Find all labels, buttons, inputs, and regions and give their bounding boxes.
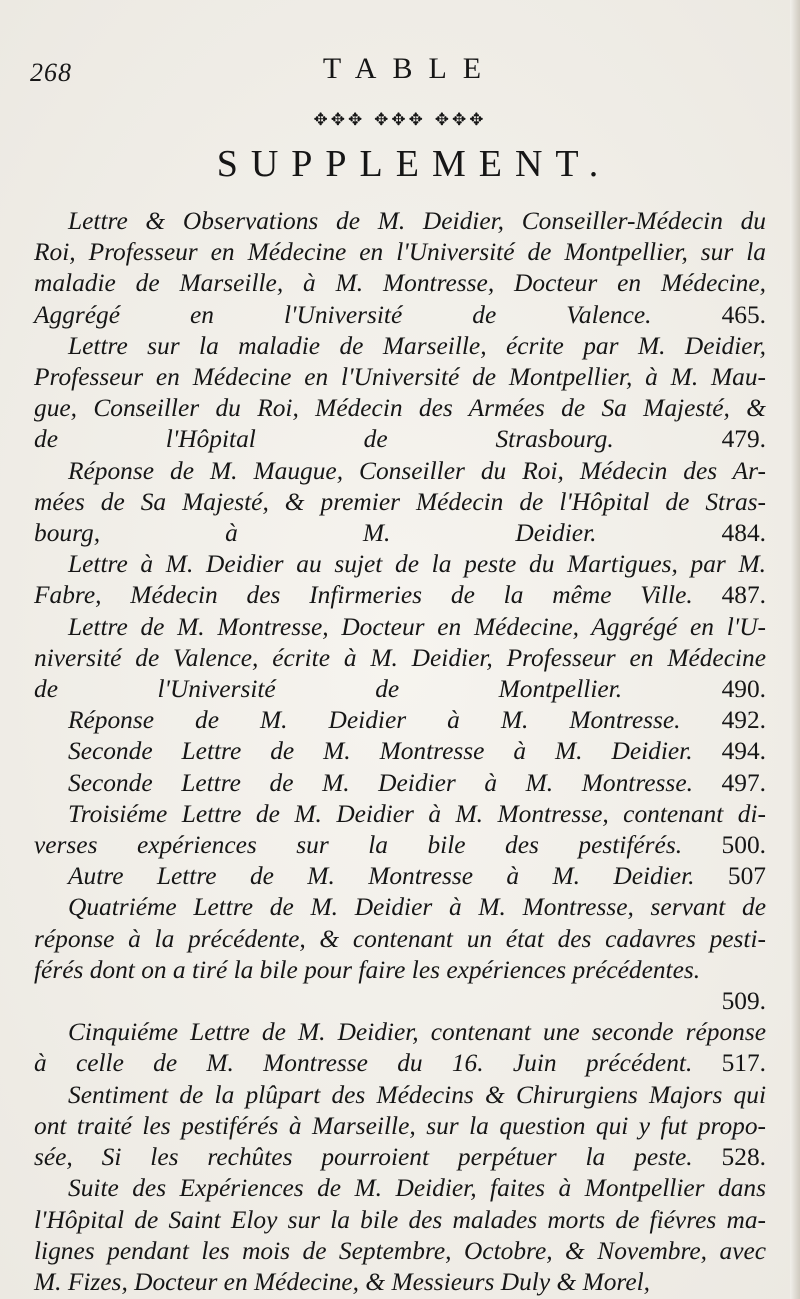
toc-entry-line: [34, 487, 766, 518]
toc-entry: [34, 1080, 766, 1174]
toc-entry-text: de l'Hôpital de Strasbourg.: [34, 425, 614, 454]
toc-entry-text: lignes pendant les mois de Septembre, Octobre, & Novembre, avec: [34, 1236, 766, 1265]
toc-entry-text: M. Fizes, Docteur en Médecine, & Messieurs Duly & Morel,: [34, 1267, 651, 1296]
toc-page-number: 492.: [721, 706, 766, 735]
toc-entry: [34, 799, 766, 861]
toc-page-number: 497.: [721, 768, 766, 797]
toc-entry-text: Lettre de M. Montresse, Docteur en Médecine, Aggrégé en l'U-: [68, 612, 766, 641]
toc-entry-text: Professeur en Médecine en l'Université de Montpellier, à M. Mau-: [34, 363, 766, 392]
toc-entry-line: [34, 206, 766, 237]
toc-entry-text: Lettre à M. Deidier au sujet de la peste du Martigues, par M.: [68, 550, 766, 579]
toc-entry-line: [34, 580, 766, 611]
toc-entry-line: [34, 1048, 766, 1079]
toc-entry-text: Cinquiéme Lettre de M. Deidier, contenant une seconde réponse: [68, 1018, 766, 1047]
toc-entry-text: à celle de M. Montresse du 16. Juin précédent.: [34, 1049, 693, 1078]
toc-entry-line: [34, 1017, 766, 1048]
toc-entry-line: [34, 861, 766, 892]
toc-entry-text: Sentiment de la plûpart des Médecins & Chirurgiens Majors qui: [68, 1080, 766, 1109]
toc-entry-text: de l'Université de Montpellier.: [34, 675, 623, 704]
toc-entry-text: Troisiéme Lettre de M. Deidier à M. Montresse, contenant di-: [68, 799, 766, 828]
toc-entry-text: Seconde Lettre de M. Deidier à M. Montresse.: [68, 768, 693, 797]
running-head: TABLE: [322, 52, 498, 85]
toc-entry-text: Lettre sur la maladie de Marseille, écrite par M. Deidier,: [68, 331, 766, 360]
toc-entry-text: bourg, à M. Deidier.: [34, 519, 597, 548]
toc-page-number: 479.: [721, 425, 766, 454]
toc-entry-line: [34, 768, 766, 799]
toc-entry-line: [34, 424, 766, 455]
toc-entry: [34, 768, 766, 799]
toc-page-number: 509.: [721, 987, 766, 1016]
toc-entry-text: gue, Conseiller du Roi, Médecin des Armées de Sa Majesté, &: [34, 394, 766, 423]
toc-entry: [34, 456, 766, 550]
toc-entry-text: verses expériences sur la bile des pestiférés.: [34, 831, 683, 860]
toc-entry-line: [34, 955, 766, 986]
toc-page-number: 487.: [721, 581, 766, 610]
toc-entry-line: [34, 1173, 766, 1204]
toc-page-number: 528.: [721, 1143, 766, 1172]
toc-page-number: 494.: [721, 737, 766, 766]
toc-entry-text: férés dont on a tiré la bile pour faire les expériences précédentes.: [34, 955, 701, 984]
toc-entry: [34, 1017, 766, 1079]
toc-entry-line: [34, 1111, 766, 1142]
toc-entry-text: Autre Lettre de M. Montresse à M. Deidier.: [68, 862, 695, 891]
toc-entry-line: [34, 237, 766, 268]
toc-entry-line: [34, 456, 766, 487]
page-number: 268: [30, 58, 72, 87]
ornament-divider: ✥✥✥ ✥✥✥ ✥✥✥: [313, 110, 487, 130]
toc-entry-text: Aggrégé en l'Université de Valence.: [34, 300, 652, 329]
toc-entry: [34, 612, 766, 706]
toc-entry-line: [34, 393, 766, 424]
toc-entry-line: [34, 799, 766, 830]
toc-entry-text: réponse à la précédente, & contenant un état des cadavres pesti-: [34, 924, 766, 953]
toc-entry-line: [34, 331, 766, 362]
toc-page-number: 500.: [721, 831, 766, 860]
toc-entry-text: Lettre & Observations de M. Deidier, Conseiller-Médecin du: [68, 207, 766, 235]
toc-entry-text: niversité de Valence, écrite à M. Deidier, Professeur en Médecine: [34, 643, 766, 672]
toc-entry-text: Réponse de M. Maugue, Conseiller du Roi, Médecin des Ar-: [68, 456, 766, 485]
toc-entry-line: [34, 1205, 766, 1236]
toc-entry-line: [34, 268, 766, 299]
toc-entry-line: [34, 736, 766, 767]
page-edge-shadow: [790, 0, 800, 1299]
toc-page-number: 484.: [721, 519, 766, 548]
toc-page-number: 490.: [721, 675, 766, 704]
toc-entry-line: [34, 362, 766, 393]
toc-entry: [34, 206, 766, 331]
toc-entry-line: [34, 705, 766, 736]
toc-entry-line: [34, 518, 766, 549]
toc-entry-line: [34, 643, 766, 674]
toc-entry-line: [34, 892, 766, 923]
toc-entry-text: mées de Sa Majesté, & premier Médecin de l'Hôpital de Stras-: [34, 487, 766, 516]
toc-entry: [34, 1173, 766, 1298]
toc-entry-text: sée, Si les rechûtes pourroient perpétuer la peste.: [34, 1143, 693, 1172]
toc-entry-line: [34, 549, 766, 580]
toc-entry-line: [34, 924, 766, 955]
toc-entry: [34, 549, 766, 611]
toc-entry-text: Suite des Expériences de M. Deidier, faites à Montpellier dans: [68, 1174, 766, 1203]
toc-page-number: 517.: [721, 1049, 766, 1078]
toc-entry: [34, 892, 766, 1017]
toc-entry: [34, 705, 766, 736]
toc-page-number: 507: [727, 862, 766, 891]
toc-entry-line: [34, 300, 766, 331]
toc-entry-text: Quatriéme Lettre de M. Deidier à M. Montresse, servant de: [68, 893, 766, 922]
toc-entry-line: [34, 830, 766, 861]
toc-entry-text: Réponse de M. Deidier à M. Montresse.: [68, 706, 681, 735]
toc-entry: [34, 331, 766, 456]
toc-entry: [34, 861, 766, 892]
toc-entry-text: l'Hôpital de Saint Eloy sur la bile des malades morts de fiévres ma-: [34, 1205, 766, 1234]
toc-page-number: 465.: [721, 300, 766, 329]
toc-entry-line: [34, 1236, 766, 1267]
toc-entry: [34, 736, 766, 767]
toc-entry-text: Roi, Professeur en Médecine en l'Université de Montpellier, sur la: [34, 238, 766, 267]
toc-entry-line: [34, 1142, 766, 1173]
toc-entry-line: [34, 1080, 766, 1111]
toc-entry-text: ont traité les pestiférés à Marseille, sur la question qui y fut propo-: [34, 1111, 766, 1140]
toc-entry-text: Fabre, Médecin des Infirmeries de la même Ville.: [34, 581, 693, 610]
toc-entry-line: [34, 1267, 766, 1298]
section-title: SUPPLEMENT.: [216, 143, 612, 185]
toc-entry-text: maladie de Marseille, à M. Montresse, Docteur en Médecine,: [34, 269, 766, 298]
toc-entry-line: [34, 674, 766, 705]
table-of-contents: [34, 206, 766, 1298]
toc-entry-text: Seconde Lettre de M. Montresse à M. Deidier.: [68, 737, 693, 766]
toc-entry-line: [34, 612, 766, 643]
